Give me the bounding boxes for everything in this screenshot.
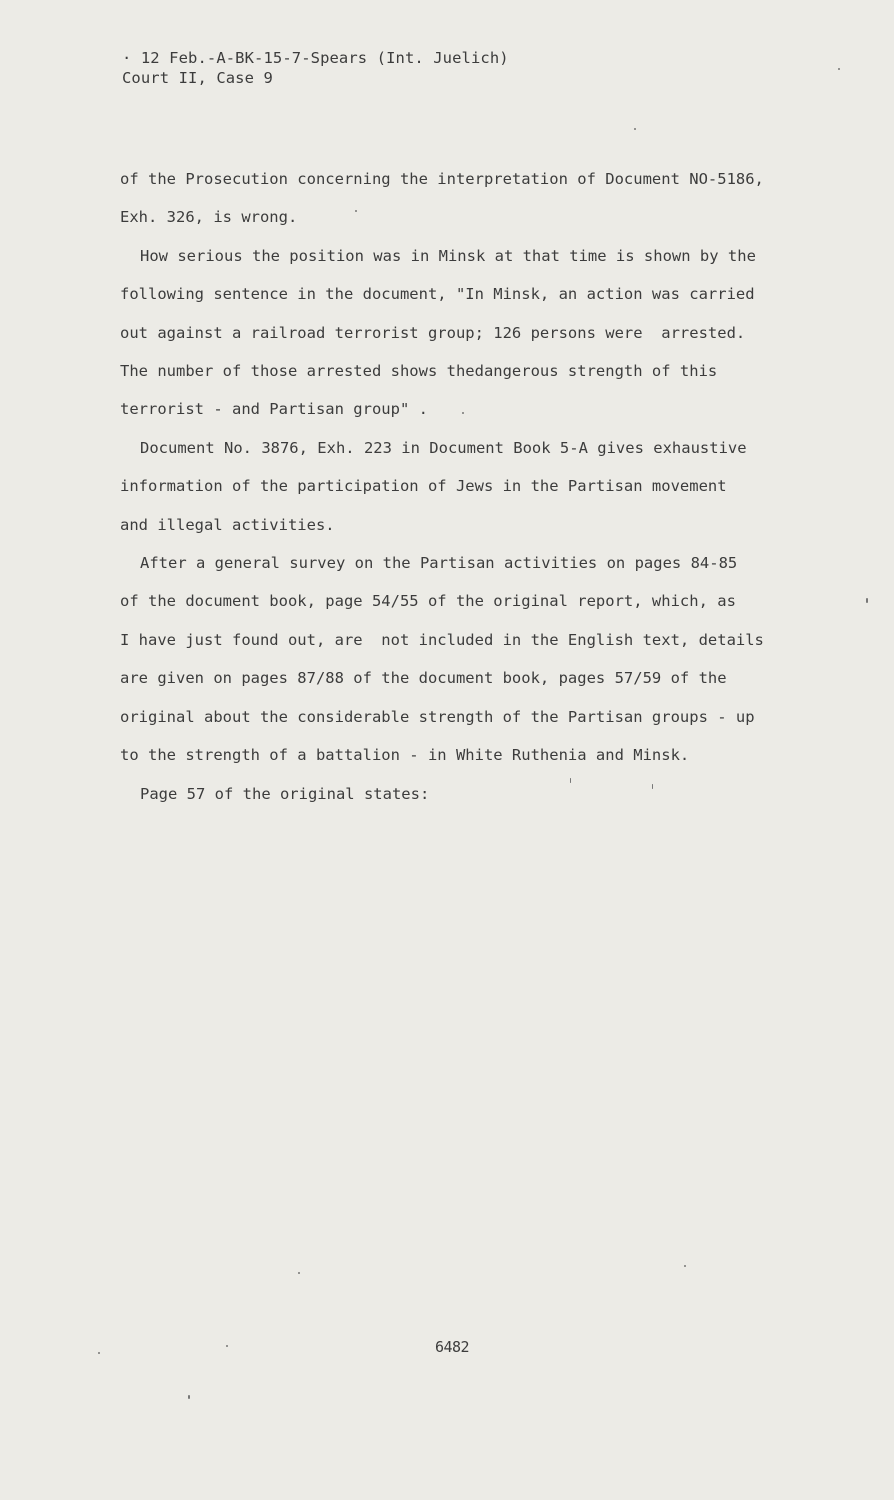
- text-line: terrorist - and Partisan group" .: [120, 400, 428, 419]
- paper-speck: [634, 128, 636, 130]
- document-header: [122, 48, 509, 88]
- paper-speck: [462, 412, 464, 414]
- text-line: and illegal activities.: [120, 515, 335, 534]
- header-court-line: Court II, Case 9: [122, 69, 273, 87]
- text-line: The number of those arrested shows thedangerous strength of this: [120, 362, 718, 381]
- text-line: After a general survey on the Partisan activities on pages 84-85: [140, 554, 738, 573]
- text-line: of the document book, page 54/55 of the original report, which, as: [120, 592, 736, 611]
- paragraph: [120, 429, 800, 544]
- text-line: out against a railroad terrorist group; 126 persons were arrested.: [120, 323, 746, 342]
- text-line: I have just found out, are not included in the English text, details: [120, 630, 764, 649]
- text-line: Document No. 3876, Exh. 223 in Document Book 5-A gives exhaustive: [140, 438, 747, 457]
- paper-speck: [188, 1395, 190, 1399]
- paragraph: [120, 544, 800, 774]
- text-line: following sentence in the document, "In Minsk, an action was carried: [120, 285, 755, 304]
- document-body: [120, 160, 800, 813]
- paper-speck: [226, 1345, 228, 1347]
- paper-speck: [570, 778, 571, 783]
- text-line: are given on pages 87/88 of the document book, pages 57/59 of the: [120, 669, 727, 688]
- page-number: 6482: [434, 1338, 470, 1356]
- text-line: Exh. 326, is wrong.: [120, 208, 298, 227]
- paper-speck: [652, 784, 653, 789]
- text-line: information of the participation of Jews in the Partisan movement: [120, 477, 727, 496]
- paper-speck: [838, 68, 840, 70]
- paper-speck: [866, 598, 868, 603]
- paragraph: [120, 237, 800, 429]
- header-reference-line: · 12 Feb.-A-BK-15-7-Spears (Int. Juelich): [122, 49, 509, 67]
- text-line: Page 57 of the original states:: [140, 784, 430, 803]
- paper-speck: [355, 210, 357, 212]
- text-line: How serious the position was in Minsk at that time is shown by the: [140, 246, 756, 265]
- text-line: of the Prosecution concerning the interpretation of Document NO-5186,: [120, 170, 764, 188]
- paper-speck: [298, 1272, 300, 1274]
- paragraph: [120, 775, 800, 813]
- paragraph: [120, 160, 800, 237]
- paper-speck: [684, 1265, 686, 1267]
- paper-speck: [98, 1352, 100, 1354]
- text-line: to the strength of a battalion - in White Ruthenia and Minsk.: [120, 746, 690, 765]
- text-line: original about the considerable strength of the Partisan groups - up: [120, 707, 755, 726]
